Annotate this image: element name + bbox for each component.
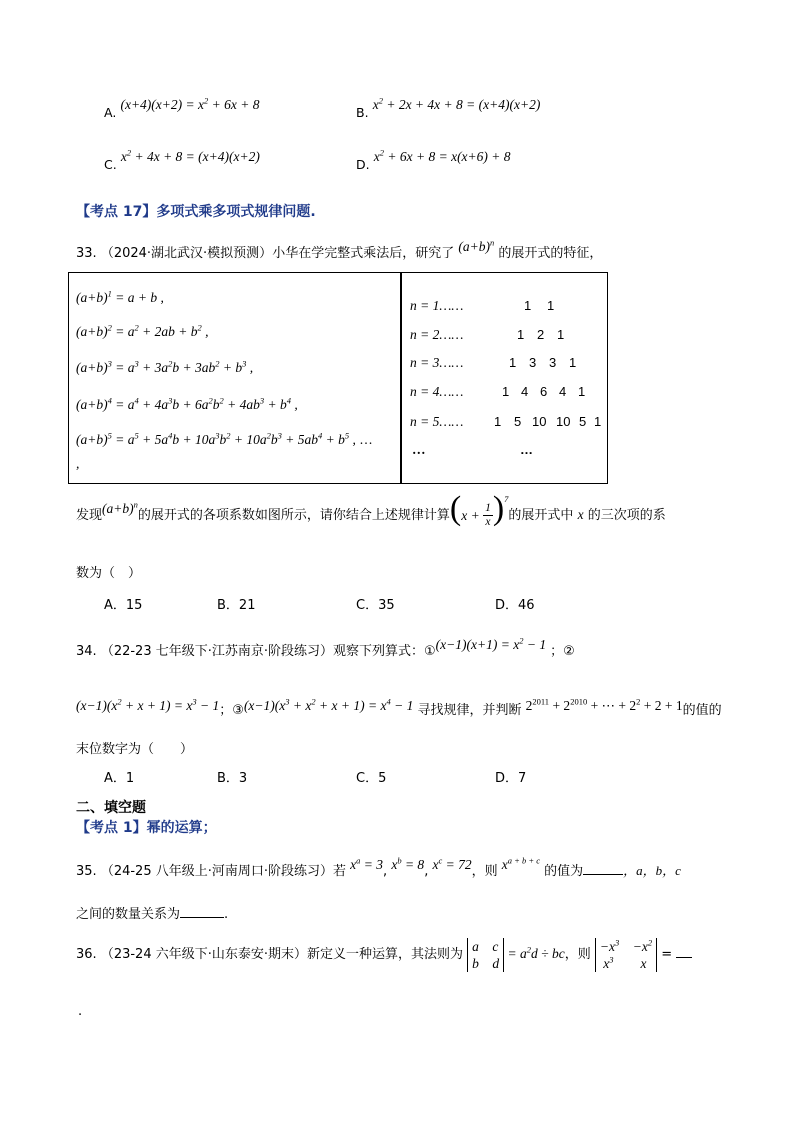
question-text: . [224,907,229,922]
n-label-2: n = 2…… [410,327,464,342]
coef-ellipsis: … [520,442,533,457]
question-text: 若 [333,864,347,879]
question-34-line2 [76,695,722,718]
coef-4-3: 6 [540,384,548,399]
option-label: A． [104,771,126,786]
question-text: 的三次项的系 [587,508,666,523]
question-text: 观察下列算式：① [333,644,436,659]
coef-5-4: 10 [556,414,571,429]
topic-heading-17: 【考点 17】多项式乘多项式规律问题. [76,204,316,220]
condition-c: $x^c = 72$ [432,855,472,872]
question-text: 寻找规律，并判断 [417,703,522,718]
q33-option-a [104,594,142,613]
coef-4-5: 1 [578,384,586,399]
coef-4-1: 1 [502,384,510,399]
answer-blank-2[interactable] [180,905,224,918]
coef-5-5: 5 [579,414,587,429]
q32-option-d [356,147,511,172]
question-text: ，则 [564,947,591,962]
binomial-power: $(a+b)^n$ [458,237,495,254]
option-value: 46 [518,598,535,613]
option-label: C. [104,157,117,172]
option-value: 5 [378,771,387,786]
answer-blank-3[interactable] [676,945,692,958]
question-number: 35. [76,864,97,879]
q34-option-b [217,767,247,786]
option-value: 21 [238,598,256,613]
option-value: 35 [378,598,395,613]
power-expression: (x + $\frac{1}{x}$ )$^7$ [449,490,509,529]
target-expression: $x^{a + b + c}$ [501,855,541,872]
question-text: 的展开式中 [508,508,574,523]
n-label-4: n = 4…… [410,384,464,399]
expansion-row-2: $(a+b)^2 = a^2 + 2ab + b^2$ , [76,322,209,339]
q34-option-c [356,767,386,786]
expansion-row-3: $(a+b)^3 = a^3 + 3a^2b + 3ab^2 + b^3$ , [76,358,254,375]
condition-b: $x^b = 8$ [391,855,425,872]
question-text: 之间的数量关系为 [76,907,181,922]
coef-5-3: 10 [532,414,547,429]
coef-1-1: 1 [524,298,532,313]
option-label: A． [104,598,126,613]
coef-5-6: 1 [594,414,602,429]
question-text: ，则 [471,864,498,879]
q33-option-d [495,594,535,613]
coef-3-3: 3 [549,355,557,370]
identity-2: $(x-1)(x^2 + x + 1) = x^3 - 1$ [76,696,220,713]
question-text: 发现 [76,508,103,523]
expansion-row-1: $(a+b)^1 = a + b$ , [76,288,164,305]
q34-option-a [104,767,134,786]
coef-1-2: 1 [547,298,555,313]
topic-heading-1: 【考点 1】幂的运算； [76,820,217,836]
coef-2-1: 1 [517,327,525,342]
option-value: 15 [125,598,143,613]
coef-5-1: 1 [494,414,502,429]
option-label: D. [356,157,370,172]
coef-2-2: 2 [537,327,545,342]
n-label-5: n = 5…… [410,414,464,429]
variable-x: x [577,507,584,522]
option-label: A. [104,105,117,120]
question-33-stem [76,237,603,261]
coef-5-2: 5 [514,414,522,429]
n-label-3: n = 3…… [410,355,464,370]
coef-3-2: 3 [529,355,537,370]
question-number: 33. [76,246,97,261]
question-text: ；② [550,644,575,659]
option-label: C． [356,771,379,786]
option-label: B. [356,105,369,120]
question-text: 小华在学完整式乘法后，研究了 [272,246,455,261]
expansion-row-tail: , [76,456,80,471]
answer-blank-1[interactable] [583,862,623,875]
coef-4-2: 4 [521,384,529,399]
question-text: = [661,947,673,962]
coef-2-3: 1 [557,327,565,342]
question-35-stem: 35. （24-25 八年级上·河南周口·阶段练习）若 $x^a = 3$, $x^b = 8$, $x^c = 72$，则 $x^{a + b + c}$ 的值为 ，a，b，c [76,855,681,879]
condition-a: $x^a = 3$ [350,855,384,872]
option-label: D． [495,598,519,613]
option-label: C． [356,598,379,613]
section-heading: 二、填空题 [76,800,146,816]
question-source: （24-25 八年级上·河南周口·阶段练习） [100,864,334,879]
question-34-line3: 末位数字为（ ） [76,742,194,757]
table-divider [400,272,402,484]
coef-4-4: 4 [559,384,567,399]
option-label: B． [217,598,239,613]
determinant-question: $-x^3$ $-x^2$ $x^3$ x [595,938,657,972]
question-text: 的展开式的各项系数如图所示，请你结合上述规律计算 [137,508,450,523]
option-expression: $x^2 + 4x + 8 = (x+4)(x+2)$ [120,147,260,164]
option-value: 1 [125,771,135,786]
binomial-power: $(a+b)^n$ [102,499,138,516]
q34-option-d [495,767,526,786]
q32-option-c [104,147,260,172]
option-value: 7 [518,771,527,786]
question-number: 36. [76,947,97,962]
question-text: 的值为 [544,864,584,879]
determinant-definition: a c b d [467,938,504,972]
expansion-row-5: $(a+b)^5 = a^5 + 5a^4b + 10a^3b^2 + 10a^2b^3 + 5ab^4 + b^5$ , … [76,430,373,447]
question-33-find [76,491,666,539]
question-33-line2: 数为（ ） [76,566,142,581]
expansion-row-4: $(a+b)^4 = a^4 + 4a^3b + 6a^2b^2 + 4ab^3 + b^4$ , [76,395,298,412]
option-expression: $x^2 + 2x + 4x + 8 = (x+4)(x+2)$ [372,95,541,112]
question-text: 的展开式的特征， [498,246,603,261]
identity-1: $(x-1)(x+1) = x^2 - 1$ [435,635,547,652]
q32-option-b [356,95,541,120]
option-label: B． [217,771,239,786]
question-36-dot: . [78,1004,83,1019]
option-expression: $(x+4)(x+2) = x^2 + 6x + 8$ [120,95,260,112]
question-35-line2 [76,903,228,922]
question-text: ；③ [219,703,244,718]
question-source: （22-23 七年级下·江苏南京·阶段练习） [100,644,334,659]
question-36-stem [76,934,692,974]
coef-3-4: 1 [569,355,577,370]
question-text: ，a，b，c [623,863,681,878]
option-value: 3 [238,771,248,786]
sum-expression: $2^{2011} + 2^{2010}$ + ⋯ + $2^2 + 2 + 1$ [525,696,683,713]
q32-option-a [104,95,260,120]
question-source: （2024·湖北武汉·模拟预测） [100,246,273,261]
operation-rule: = $a^2d$ ÷ bc [504,944,565,961]
option-label: D． [495,771,519,786]
question-text: 新定义一种运算，其法则为 [307,947,464,962]
option-expression: $x^2 + 6x + 8 = x(x+6) + 8$ [373,147,511,164]
question-source: （23-24 六年级下·山东泰安·期末） [100,947,308,962]
question-number: 34. [76,644,97,659]
q33-option-c [356,594,395,613]
q33-option-b [217,594,255,613]
question-text: 的值的 [682,703,722,718]
n-label-1: n = 1…… [410,298,464,313]
question-34-stem [76,635,575,659]
identity-3: $(x-1)(x^3 + x^2 + x + 1) = x^4 - 1$ [243,696,414,713]
coef-3-1: 1 [509,355,517,370]
n-label-ellipsis: … [412,442,426,457]
